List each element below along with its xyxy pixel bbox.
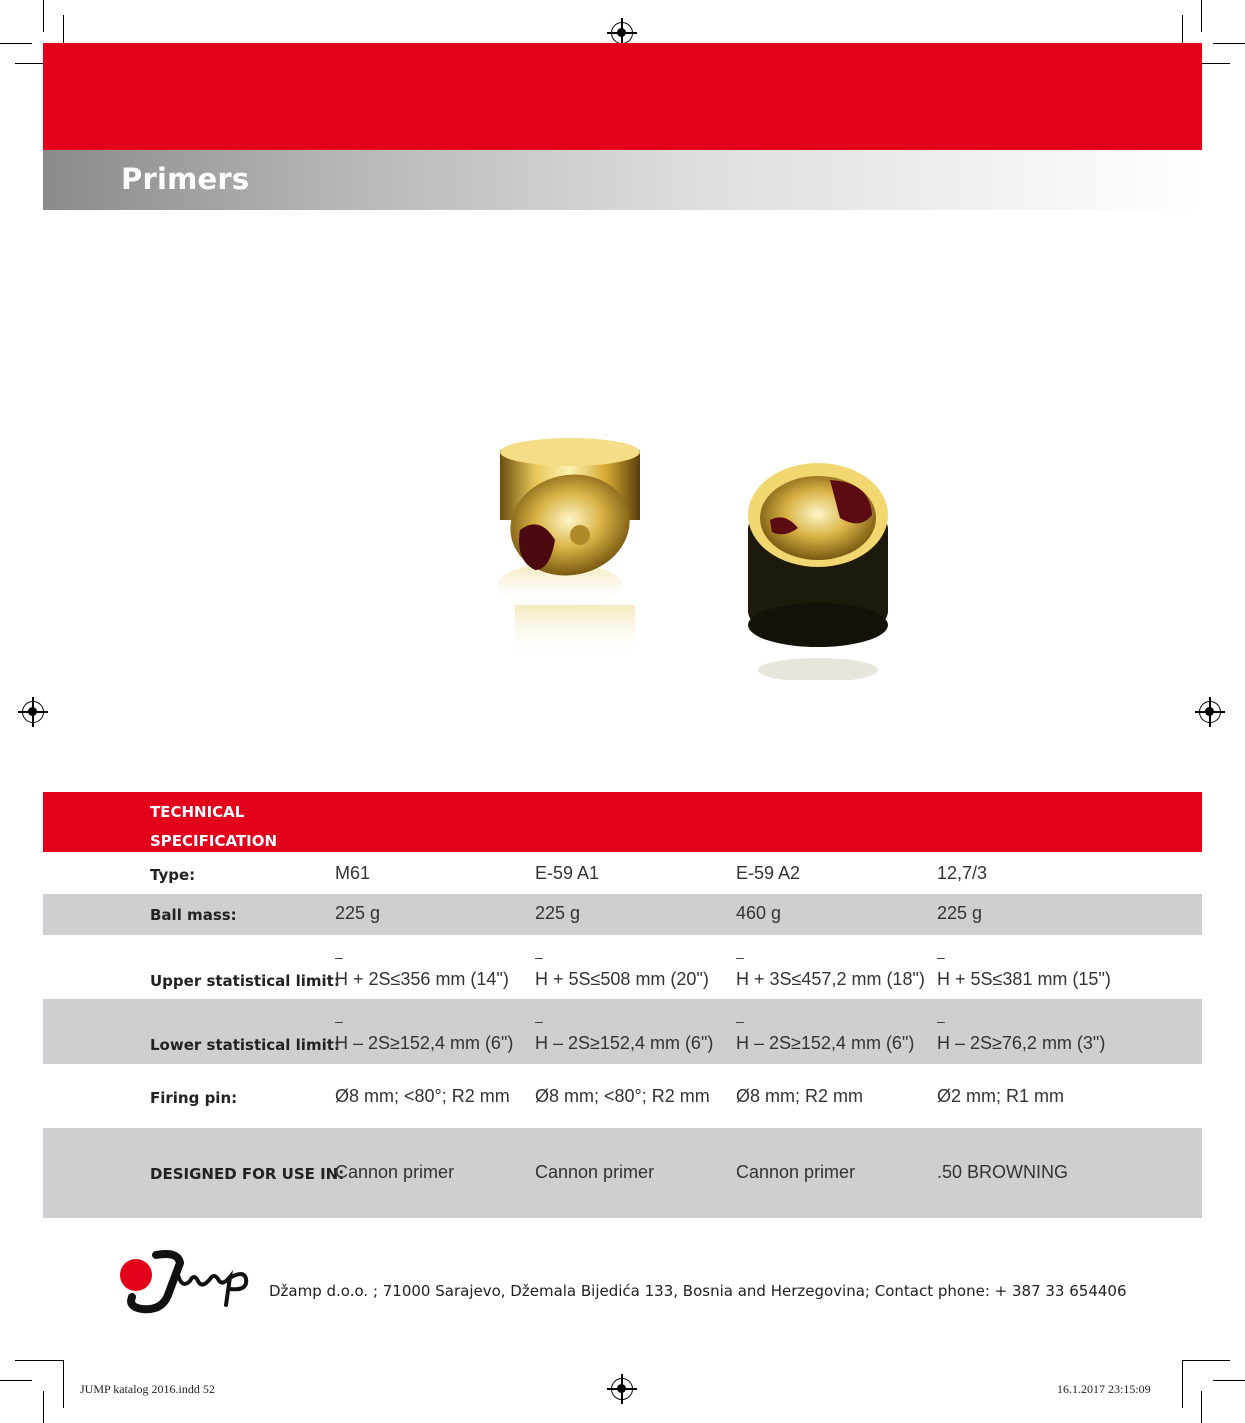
slug-file: JUMP katalog 2016.indd 52 [80, 1382, 215, 1396]
crop-mark [1213, 43, 1245, 44]
crop-mark [43, 0, 44, 32]
registration-mark-icon [22, 701, 44, 723]
primers-photo [480, 420, 920, 680]
spec-cell: H + 5S≤508 mm (20") [535, 969, 709, 989]
spec-row [43, 894, 1202, 935]
spec-cell: M61 [335, 863, 371, 883]
page-title: Primers [121, 162, 250, 196]
overbar-mark: – [736, 1013, 744, 1029]
spec-row [43, 852, 1202, 894]
spec-cell: Cannon primer [535, 1162, 655, 1182]
crop-mark [1182, 1360, 1230, 1361]
spec-cell: H – 2S≥152,4 mm (6") [535, 1033, 714, 1053]
spec-heading-line2: SPECIFICATION [150, 832, 278, 850]
spec-cell: Ø8 mm; <80°; R2 mm [535, 1086, 710, 1106]
spec-cell: E-59 A1 [535, 863, 600, 883]
spec-heading-line1: TECHNICAL [150, 803, 245, 821]
spec-row [43, 935, 1202, 999]
jump-logo [118, 1245, 258, 1315]
crop-mark [1213, 1380, 1245, 1381]
registration-mark-icon [1199, 701, 1221, 723]
crop-mark [1182, 1360, 1183, 1408]
overbar-mark: – [535, 949, 543, 965]
spec-cell: H + 5S≤381 mm (15") [937, 969, 1111, 989]
spec-cell: H – 2S≥76,2 mm (3") [937, 1033, 1106, 1053]
spec-row-label: DESIGNED FOR USE IN: [150, 1165, 345, 1183]
spec-row-label: Ball mass: [150, 906, 237, 924]
spec-row-label: Lower statistical limit: [150, 1036, 340, 1054]
spec-cell: 12,7/3 [937, 863, 988, 883]
overbar-mark: – [335, 1013, 343, 1029]
spec-row [43, 1064, 1202, 1128]
company-address: Džamp d.o.o. ; 71000 Sarajevo, Džemala Bijedića 133, Bosnia and Herzegovina; Contact phone: + 387 33 654406 [269, 1282, 1127, 1300]
spec-row-label: Firing pin: [150, 1089, 238, 1107]
registration-mark-icon [611, 1378, 633, 1400]
overbar-mark: – [937, 949, 945, 965]
overbar-mark: – [335, 949, 343, 965]
primer-left [498, 438, 640, 660]
title-band [43, 150, 1202, 210]
spec-row-label: Type: [150, 866, 196, 884]
spec-cell: H – 2S≥152,4 mm (6") [335, 1033, 514, 1053]
spec-row [43, 999, 1202, 1064]
crop-mark [0, 43, 32, 44]
spec-cell: H + 2S≤356 mm (14") [335, 969, 509, 989]
overbar-mark: – [535, 1013, 543, 1029]
crop-mark [15, 1360, 63, 1361]
spec-cell: 460 g [736, 903, 782, 923]
spec-cell: 225 g [535, 903, 581, 923]
crop-mark [43, 1391, 44, 1423]
spec-cell: Cannon primer [335, 1162, 455, 1182]
overbar-mark: – [937, 1013, 945, 1029]
header-red-band [43, 43, 1202, 150]
slug-date: 16.1.2017 23:15:09 [1057, 1382, 1151, 1396]
spec-cell: H – 2S≥152,4 mm (6") [736, 1033, 915, 1053]
spec-cell: Cannon primer [736, 1162, 856, 1182]
spec-cell: .50 BROWNING [937, 1162, 1069, 1182]
registration-mark-icon [611, 22, 633, 44]
overbar-mark: – [736, 949, 744, 965]
crop-mark [1201, 1391, 1202, 1423]
spec-row-label: Upper statistical limit: [150, 972, 340, 990]
crop-mark [63, 1360, 64, 1408]
spec-cell: Ø8 mm; <80°; R2 mm [335, 1086, 510, 1106]
spec-cell: Ø8 mm; R2 mm [736, 1086, 864, 1106]
spec-heading [43, 792, 1202, 852]
spec-cell: 225 g [937, 903, 983, 923]
spec-cell: E-59 A2 [736, 863, 801, 883]
crop-mark [1201, 0, 1202, 32]
spec-cell: Ø2 mm; R1 mm [937, 1086, 1065, 1106]
primer-right [748, 463, 888, 680]
spec-cell: 225 g [335, 903, 381, 923]
crop-mark [0, 1380, 32, 1381]
spec-cell: H + 3S≤457,2 mm (18") [736, 969, 925, 989]
spec-row [43, 1128, 1202, 1218]
